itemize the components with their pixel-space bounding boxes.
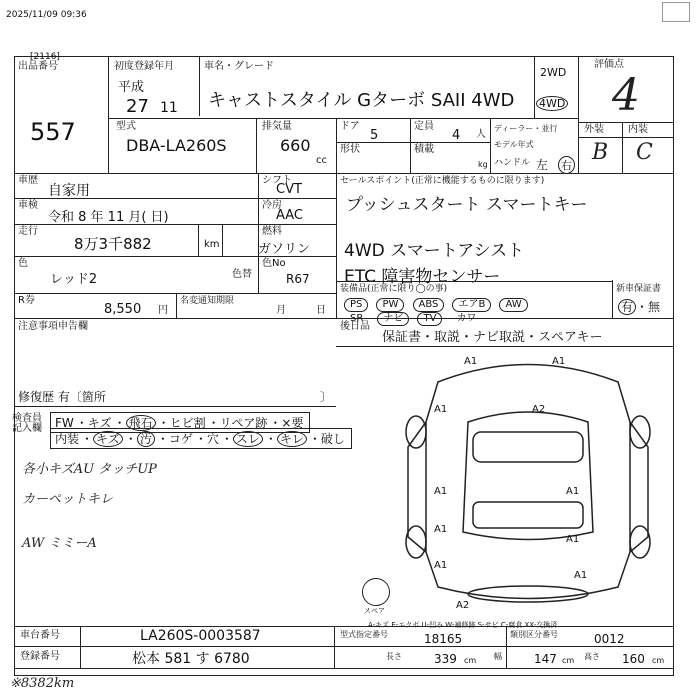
shift: CVT (276, 182, 302, 197)
class-no: 0012 (594, 632, 625, 646)
dealer-label: ディーラー・並行 (494, 124, 558, 133)
recycle-unit: 円 (158, 305, 168, 316)
accessories: 保証書・取説・ナビ取説・スペアキー (382, 330, 603, 345)
inspector-row-1: FW ・キズ ・ 飛石 ・ヒビ割 ・リペア跡 ・×要 (50, 412, 310, 433)
notes-label: 注意事項申告欄 (18, 321, 88, 332)
damage-mark: A1 (434, 524, 448, 535)
chassis-number: LA260S-0003587 (140, 628, 261, 644)
sales-point-3: ETC 障害物センサー (344, 267, 501, 287)
equip-tv: TV (417, 312, 442, 326)
usage: 自家用 (48, 183, 90, 199)
cc-unit: cc (316, 155, 327, 166)
inspection: 令和 8 年 11 月( 日) (48, 210, 169, 225)
front-right-wheel (630, 416, 650, 448)
damage-mark: A1 (552, 356, 566, 367)
corner-mark (662, 2, 690, 22)
new-warranty-label: 新車保証書 (616, 284, 662, 294)
lot-label: 出品番号 (18, 61, 58, 72)
new-warranty-yes: 有 ・無 (618, 298, 660, 315)
inspector-label: 検査員記入欄 (12, 413, 42, 434)
mileage: 8万3千882 (74, 235, 152, 253)
damage-mark: A1 (574, 570, 588, 581)
fuel: ガソリン (258, 242, 311, 257)
fuel-label: 燃料 (262, 226, 282, 237)
color-label: 色 (18, 258, 28, 269)
sales-point-1: プッシュスタート スマートキー (346, 195, 588, 215)
recycle-label: R券 (18, 295, 35, 306)
length-label: 長さ (386, 652, 402, 661)
footer-handwritten-mileage: ※8382km (10, 676, 75, 691)
capacity-unit: 人 (476, 129, 486, 140)
doors-label: ドア (340, 121, 360, 132)
handle-label: ハンドル (494, 158, 531, 168)
ac: AAC (276, 208, 303, 223)
car-name-label: 車名・グレード (204, 61, 274, 72)
drive-4wd-circled: 4WD (536, 96, 568, 111)
handwritten-note-1: 各小キズAU タッチUP (22, 462, 157, 477)
repair-history: 修復歴 有〔箇所 (18, 390, 106, 404)
damage-mark: A1 (464, 356, 478, 367)
handle-left: 左 (536, 158, 549, 172)
exterior-label: 外装 (584, 124, 604, 135)
repair-close: 〕 (320, 390, 333, 404)
width-label: 幅 (494, 652, 502, 661)
equip-pw: PW (376, 298, 404, 312)
spare-label: スペア (364, 607, 385, 615)
front-left-wheel (406, 416, 426, 448)
class-label: 類別区分番号 (510, 630, 558, 639)
model-year-label: モデル年式 (494, 140, 534, 149)
displacement: 660 (280, 136, 311, 155)
color-no-label: 色No (262, 258, 286, 269)
length-unit: cm (464, 656, 477, 665)
doors: 5 (370, 128, 379, 143)
ac-label: 冷房 (262, 200, 282, 211)
equip-aw: AW (499, 298, 527, 312)
damage-legend: A-キズ E-エクボ U-凹み W-補修跡 S-サビ C-腐食 XX-交換済 (368, 621, 558, 629)
rear-left-wheel (406, 526, 426, 558)
vehicle-damage-diagram (398, 352, 658, 612)
damage-mark: A1 (434, 560, 448, 571)
notice-label: 名変通知期限 (180, 296, 235, 306)
rear-right-wheel (630, 526, 650, 558)
sales-point-2: 4WD スマートアシスト (344, 241, 525, 261)
damage-mark: A2 (532, 404, 546, 415)
registration-month: 11 (160, 100, 178, 116)
width: 147 (534, 652, 557, 666)
equip-abs: ABS (413, 298, 445, 312)
rear-bumper (468, 586, 588, 602)
grade-label: 評価点 (594, 59, 624, 70)
handwritten-note-3: AW ミミーA (22, 536, 97, 551)
height: 160 (622, 652, 645, 666)
damage-mark: A1 (566, 486, 580, 497)
shift-label: シフト (262, 175, 292, 186)
damage-mark: A1 (434, 486, 448, 497)
color-change-label: 色替 (232, 269, 252, 280)
car-name: キャストスタイル Gターボ SAII 4WD (208, 90, 515, 111)
equip-leather: カワ (456, 313, 477, 324)
color: レッド2 (50, 272, 98, 287)
model-code: DBA-LA260S (126, 136, 227, 155)
registration-label: 初度登録年月 (114, 61, 174, 72)
damage-mark: A1 (434, 404, 448, 415)
plate-number: 松本 581 す 6780 (132, 651, 250, 667)
sales-points-label: セールスポイント(正常に機能するものに限ります) (340, 176, 545, 186)
recycle-value: 8,550 (104, 302, 142, 317)
handwritten-note-2: カーペットキレ (22, 492, 113, 507)
car-roof (463, 412, 593, 540)
displacement-label: 排気量 (262, 121, 292, 132)
length: 339 (434, 652, 457, 666)
drive-2wd: 2WD (540, 66, 567, 79)
height-label: 高さ (584, 652, 600, 661)
accessories-label: 後日品 (340, 321, 370, 332)
usage-label: 車歴 (18, 175, 38, 186)
equip-sr: SR (350, 313, 364, 324)
car-outline-top (426, 365, 630, 599)
damage-mark: A2 (456, 600, 470, 611)
equipment-label: 装備品(正常に限り◯の事) (340, 284, 448, 294)
equip-airbag: エアB (452, 298, 491, 312)
timestamp: 2025/11/09 09:36 (6, 10, 87, 20)
mileage-label: 走行 (18, 226, 38, 237)
width-unit: cm (562, 656, 575, 665)
registration-era: 平成 (118, 80, 145, 95)
spare-tire-icon (362, 578, 390, 606)
color-no: R67 (286, 272, 310, 286)
capacity: 4 (452, 128, 461, 143)
notice-day: 日 (316, 305, 326, 316)
inspector-row-2: 内装 ・ キズ ・ 汚 ・コゲ ・穴 ・ スレ ・ キレ ・破し (50, 428, 352, 449)
type-cert: 18165 (424, 632, 463, 646)
grade-score: 4 (612, 70, 640, 121)
capacity-label: 定員 (414, 121, 434, 132)
shape-label: 形状 (340, 144, 360, 155)
interior-label: 内装 (628, 124, 648, 135)
exterior-grade: B (592, 140, 609, 165)
mileage-unit: km (204, 239, 220, 250)
inspection-label: 車検 (18, 200, 38, 211)
handle-right-circled: 右 (558, 156, 575, 174)
notice-month: 月 (276, 305, 286, 316)
equip-ps: PS (344, 298, 368, 312)
damage-mark: A1 (566, 534, 580, 545)
equip-navi: ナビ (377, 312, 409, 326)
windshield (473, 432, 583, 462)
rear-window (473, 502, 583, 528)
model-label: 型式 (116, 121, 136, 132)
plate-label: 登録番号 (20, 651, 60, 662)
lot-number: 557 (30, 118, 76, 146)
kg-unit: kg (478, 160, 488, 169)
type-cert-label: 型式指定番号 (340, 630, 388, 639)
registration-year: 27 (126, 96, 149, 117)
lot-code: [2116] (30, 52, 60, 62)
load-label: 積載 (414, 144, 434, 155)
chassis-number-label: 車台番号 (20, 630, 60, 641)
interior-grade: C (636, 140, 653, 165)
height-unit: cm (652, 656, 665, 665)
